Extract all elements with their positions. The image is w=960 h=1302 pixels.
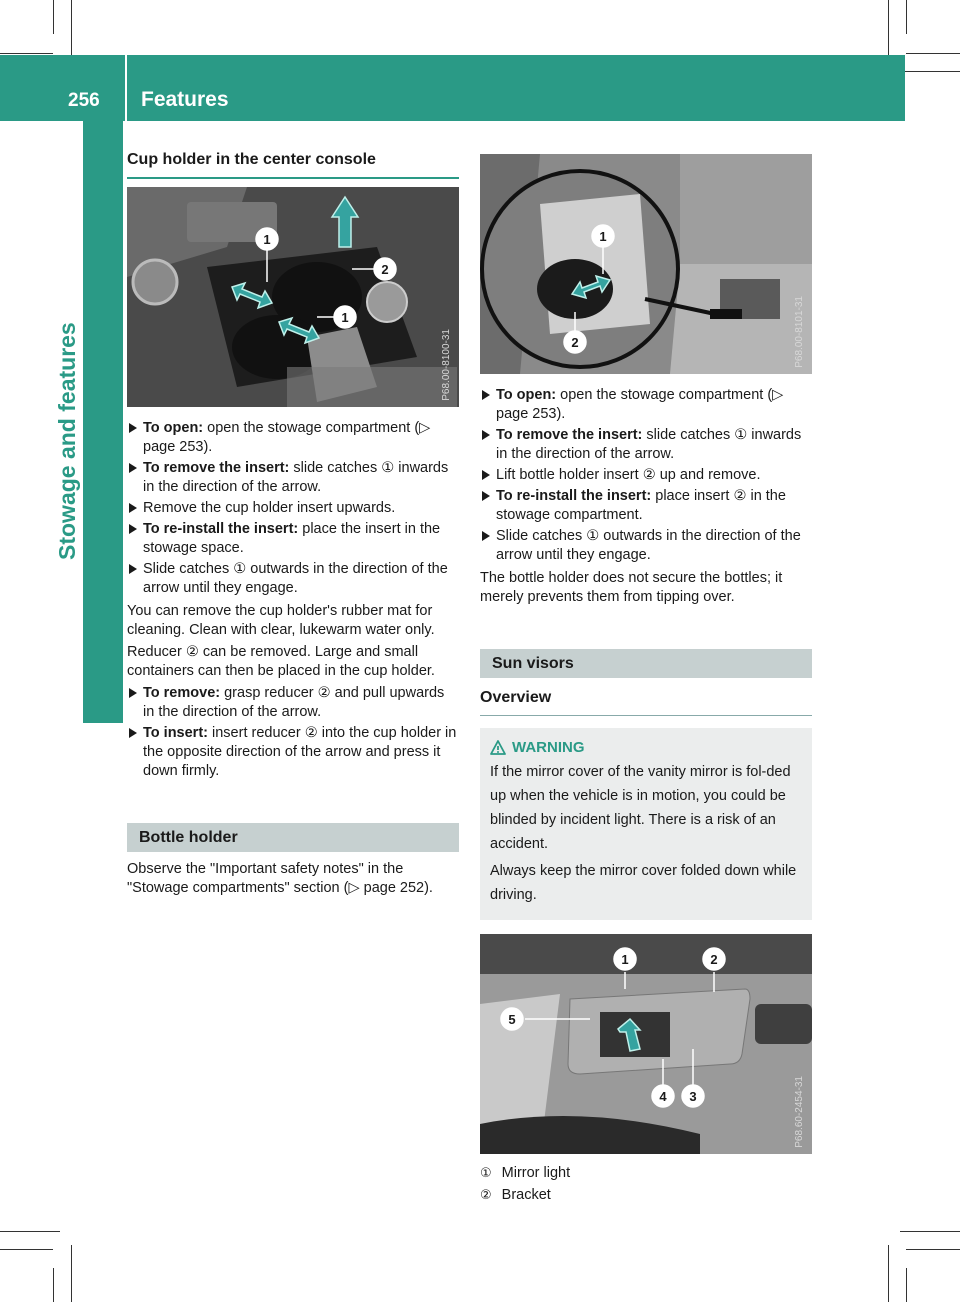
- warning-text: If the mirror cover of the vanity mirror is fol-ded up when the vehicle is in motion, you could be blinded by incident light. There is a risk of an accident.: [490, 764, 791, 852]
- crop-mark: [906, 1249, 960, 1250]
- crop-mark: [906, 0, 907, 34]
- crop-mark: [900, 71, 960, 72]
- side-tab-label: Stowage and features: [54, 322, 80, 560]
- overview-heading: Overview: [480, 688, 812, 716]
- step-item: To remove the insert: slide catches ① inwards in the direction of the arrow.: [127, 459, 459, 497]
- crop-mark: [71, 1245, 72, 1302]
- crop-mark: [71, 0, 72, 60]
- svg-text:2: 2: [710, 952, 718, 967]
- warning-box: [480, 728, 812, 920]
- crop-mark: [0, 53, 53, 54]
- mat-paragraph: You can remove the cup holder's rubber mat for cleaning. Clean with clear, lukewarm water only.: [127, 603, 435, 638]
- step-item: To open: open the stowage compartment (▷ page 253).: [480, 386, 812, 424]
- step-item: To insert: insert reducer ② into the cup holder in the opposite direction of the arrow and press it down firmly.: [127, 724, 459, 781]
- crop-mark: [53, 1268, 54, 1302]
- cup-holder-illustration: [127, 187, 459, 407]
- section-title: Features: [141, 88, 229, 111]
- step-item: To remove the insert: slide catches ① inwards in the direction of the arrow.: [480, 426, 812, 464]
- crop-mark: [906, 53, 960, 54]
- right-column: [480, 154, 812, 1206]
- step-item: To re-install the insert: place insert ② in the stowage compartment.: [480, 487, 812, 525]
- svg-text:1: 1: [599, 229, 607, 244]
- step-item: Slide catches ① outwards in the direction of the arrow until they engage.: [127, 560, 459, 598]
- bottle-note: The bottle holder does not secure the bottles; it merely prevents them from tipping over.: [480, 570, 783, 605]
- warning-head: [490, 736, 800, 760]
- reducer-paragraph: Reducer ② can be removed. Large and small containers can then be placed in the cup holder.: [127, 644, 435, 679]
- cup-holder-figure: [127, 187, 459, 407]
- sun-visors-heading: Sun visors: [480, 649, 812, 678]
- svg-text:1: 1: [621, 952, 629, 967]
- crop-mark: [900, 1231, 960, 1232]
- reducer-steps: [127, 684, 459, 781]
- bottle-holder-illustration: [480, 154, 812, 374]
- crop-mark: [53, 0, 54, 34]
- sun-visor-illustration: [480, 934, 812, 1154]
- left-column: [127, 150, 459, 901]
- header-bar: [0, 55, 905, 121]
- warning-icon: [490, 740, 506, 756]
- crop-mark: [888, 0, 889, 60]
- warning-text: Always keep the mirror cover folded down while driving.: [490, 863, 797, 903]
- svg-text:3: 3: [689, 1089, 697, 1104]
- legend-item: ② Bracket: [480, 1187, 551, 1203]
- svg-text:4: 4: [659, 1089, 667, 1104]
- step-item: To remove: grasp reducer ② and pull upwards in the direction of the arrow.: [127, 684, 459, 722]
- step-item: To open: open the stowage compartment (▷ page 253).: [127, 419, 459, 457]
- svg-text:1: 1: [263, 232, 271, 247]
- svg-text:2: 2: [381, 262, 389, 277]
- figure-code: P68.00-8100-31: [441, 329, 452, 401]
- figure-code: P68.60-2454-31: [794, 1076, 805, 1148]
- bottle-holder-figure: [480, 154, 812, 374]
- svg-text:5: 5: [508, 1012, 516, 1027]
- crop-mark: [888, 1245, 889, 1302]
- svg-text:1: 1: [341, 310, 349, 325]
- figure-code: P68.00-8101-31: [794, 296, 805, 368]
- crop-mark: [0, 1231, 60, 1232]
- side-tab: [83, 121, 123, 723]
- crop-mark: [906, 1268, 907, 1302]
- sun-visor-figure: [480, 934, 812, 1154]
- step-item: Remove the cup holder insert upwards.: [127, 499, 459, 518]
- cup-holder-title: Cup holder in the center console: [127, 150, 459, 179]
- step-item: Slide catches ① outwards in the direction of the arrow until they engage.: [480, 527, 812, 565]
- bottle-holder-text: Observe the "Important safety notes" in the "Stowage compartments" section (▷ page 252).: [127, 861, 433, 896]
- bottle-holder-heading: Bottle holder: [127, 823, 459, 852]
- legend-item: ① Mirror light: [480, 1165, 571, 1181]
- bottle-steps: [480, 386, 812, 565]
- crop-mark: [0, 1249, 53, 1250]
- step-item: To re-install the insert: place the insert in the stowage space.: [127, 520, 459, 558]
- header-divider: [125, 55, 127, 121]
- open-steps: [127, 419, 459, 598]
- legend: [480, 1162, 812, 1206]
- step-item: Lift bottle holder insert ② up and remove.: [480, 466, 812, 485]
- page-number: 256: [68, 90, 100, 111]
- svg-text:2: 2: [571, 335, 579, 350]
- warning-title: WARNING: [512, 739, 585, 756]
